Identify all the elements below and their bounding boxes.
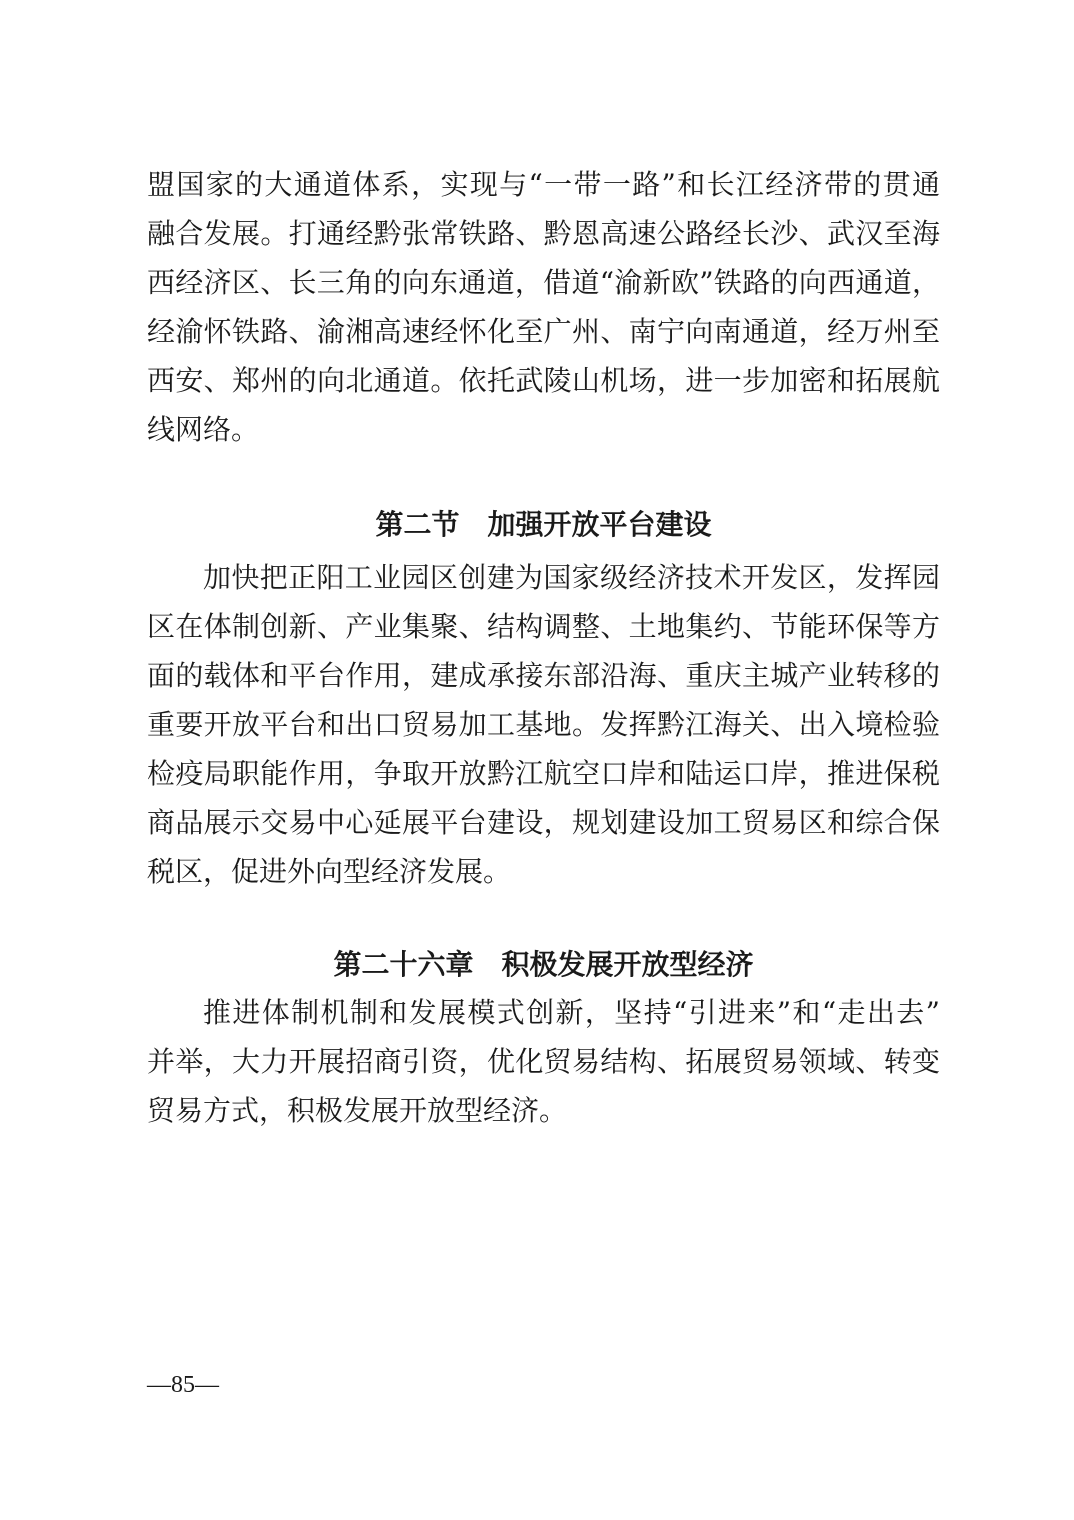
text-line: 线网络。 xyxy=(147,413,260,446)
text-line: 面的载体和平台作用，建成承接东部沿海、重庆主城产业转移的 xyxy=(147,659,940,692)
text-line: 并举，大力开展招商引资，优化贸易结构、拓展贸易领域、转变 xyxy=(147,1045,940,1078)
paragraph-continuation xyxy=(147,160,940,454)
text-line: 西经济区、长三角的向东通道，借道“渝新欧”铁路的向西通道， xyxy=(147,266,940,299)
text-line: 融合发展。打通经黔张常铁路、黔恩高速公路经长沙、武汉至海 xyxy=(147,217,940,250)
text-line: 重要开放平台和出口贸易加工基地。发挥黔江海关、出入境检验 xyxy=(147,708,940,741)
text-line: 盟国家的大通道体系，实现与“一带一路”和长江经济带的贯通 xyxy=(147,168,940,201)
text-line: 区在体制创新、产业集聚、结构调整、土地集约、节能环保等方 xyxy=(147,610,940,643)
page-number: —85— xyxy=(147,1372,219,1398)
text-line: 商品展示交易中心延展平台建设，规划建设加工贸易区和综合保 xyxy=(147,806,940,839)
paragraph-chapter26 xyxy=(147,988,940,1135)
text-line: 推进体制机制和发展模式创新，坚持“引进来”和“走出去” xyxy=(203,996,940,1029)
paragraph-section2 xyxy=(147,553,940,896)
chapter-heading: 第二十六章 积极发展开放型经济 xyxy=(333,948,754,981)
text-line: 贸易方式，积极发展开放型经济。 xyxy=(147,1094,568,1127)
text-line: 西安、郑州的向北通道。依托武陵山机场，进一步加密和拓展航 xyxy=(147,364,940,397)
text-line: 税区，促进外向型经济发展。 xyxy=(147,855,512,888)
text-line: 经渝怀铁路、渝湘高速经怀化至广州、南宁向南通道，经万州至 xyxy=(147,315,940,348)
text-line: 加快把正阳工业园区创建为国家级经济技术开发区，发挥园 xyxy=(203,561,940,594)
section-heading: 第二节 加强开放平台建设 xyxy=(375,508,712,541)
text-line: 检疫局职能作用，争取开放黔江航空口岸和陆运口岸，推进保税 xyxy=(147,757,940,790)
